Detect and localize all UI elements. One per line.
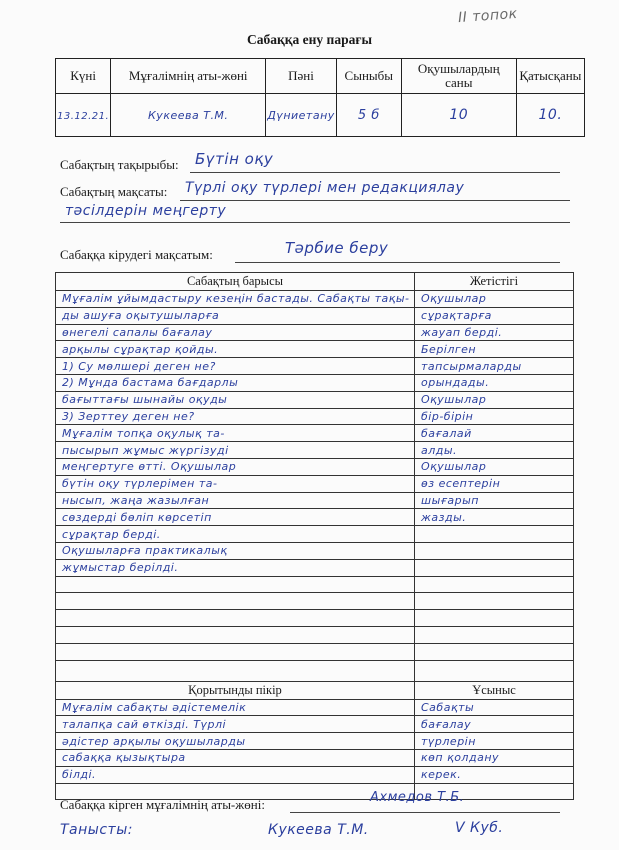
- observer-label: Сабаққа кірген мұғалімнің аты-жөні:: [60, 797, 265, 812]
- progress-line: [56, 408, 415, 425]
- header-teacher: Мұғалімнің аты-жөні: [111, 59, 266, 94]
- cell-date: [56, 94, 111, 137]
- achievement-line-text: жазды.: [421, 510, 467, 524]
- progress-line-text: сұрақтар берді.: [62, 527, 161, 541]
- cell-class: [336, 94, 401, 137]
- progress-line-text: [56, 595, 62, 608]
- suggestion-line-text: түрлерін: [421, 734, 476, 748]
- conclusion-rows: [56, 699, 574, 800]
- progress-line-text: арқылы сұрақтар қойды.: [62, 342, 219, 356]
- progress-line: [56, 307, 415, 324]
- observer-underline: [290, 812, 560, 813]
- progress-line: [56, 492, 415, 509]
- achievement-line: [415, 408, 574, 425]
- suggestion-line: [415, 733, 574, 750]
- suggestion-line: [415, 766, 574, 783]
- signature: V Куб.: [455, 820, 504, 836]
- progress-line: [56, 442, 415, 459]
- achievement-line: [415, 626, 574, 643]
- achievement-line-text: өз есептерін: [421, 477, 501, 491]
- achievement-line: [415, 425, 574, 442]
- progress-line-text: [56, 578, 62, 591]
- progress-line-text: 3) Зерттеу деген не?: [62, 409, 195, 423]
- info-table: [55, 58, 585, 137]
- visit-goal-label: Сабаққа кірудегі мақсатым:: [60, 247, 213, 262]
- attended-value: 10.: [538, 107, 563, 123]
- date-value: 13.12.21.: [57, 111, 110, 122]
- suggestion-line: [415, 699, 574, 716]
- observer-value: Ахмедов Т.Б.: [370, 790, 465, 805]
- progress-rows: [56, 291, 574, 661]
- progress-line: [56, 391, 415, 408]
- header-student-count: Оқушылардың саны: [401, 59, 516, 94]
- achievement-line: [415, 307, 574, 324]
- achievement-line: [415, 643, 574, 660]
- cell-student-count: [401, 94, 516, 137]
- conclusion-line-text: талапқа сай өткізді. Түрлі: [62, 717, 227, 731]
- suggestion-line-text: Сабақты: [421, 700, 475, 714]
- achievement-line: [415, 475, 574, 492]
- progress-line: [56, 559, 415, 576]
- progress-line-text: ды ашуға оқытушыларға: [62, 309, 220, 323]
- achievement-line-text: [415, 645, 421, 658]
- achievement-line-text: [415, 528, 421, 541]
- header-class: Сыныбы: [336, 59, 401, 94]
- corner-note: II топок: [457, 5, 519, 27]
- acquainted-label: Танысты:: [60, 822, 133, 838]
- achievement-line: [415, 442, 574, 459]
- progress-line: [56, 425, 415, 442]
- achievement-line-text: Оқушылар: [421, 292, 487, 306]
- achievement-line-text: тапсырмаларды: [421, 359, 522, 373]
- header-achievement: Жетістігі: [415, 273, 574, 291]
- achievement-line-text: Берілген: [421, 342, 477, 356]
- student-count-value: 10: [449, 107, 469, 123]
- progress-line-text: Мұғалім ұйымдастыру кезеңін бастады. Сабақты тақы-: [62, 292, 410, 306]
- achievement-line-text: Оқушылар: [421, 460, 487, 474]
- conclusion-line-text: [56, 785, 62, 798]
- progress-line-text: Мұғалім топқа оқулық та-: [62, 426, 225, 440]
- goal-line-1: Түрлі оқу түрлері мен редакциялау: [185, 180, 465, 196]
- achievement-line: [415, 492, 574, 509]
- header-conclusion: Қорытынды пікір: [56, 681, 415, 699]
- achievement-line: [415, 391, 574, 408]
- achievement-line: [415, 324, 574, 341]
- achievement-line: [415, 559, 574, 576]
- achievement-line-text: [415, 561, 421, 574]
- conclusion-line-text: әдістер арқылы оқушыларды: [62, 734, 246, 748]
- progress-line: [56, 324, 415, 341]
- progress-line-text: сөздерді бөліп көрсетіп: [62, 510, 212, 524]
- achievement-line: [415, 458, 574, 475]
- topic-label: Сабақтың тақырыбы:: [60, 157, 179, 172]
- achievement-line: [415, 358, 574, 375]
- conclusion-line-text: Мұғалім сабақты әдістемелік: [62, 700, 247, 714]
- achievement-line-text: [415, 578, 421, 591]
- conclusion-line: [56, 733, 415, 750]
- header-progress: Сабақтың барысы: [56, 273, 415, 291]
- achievement-line: [415, 509, 574, 526]
- cell-teacher: [111, 94, 266, 137]
- topic-value: Бүтін оқу: [195, 150, 274, 168]
- spacer-row: [415, 660, 574, 681]
- achievement-line-text: сұрақтарға: [421, 309, 492, 323]
- achievement-line: [415, 526, 574, 543]
- progress-line-text: меңгертуге өтті. Оқушылар: [62, 460, 237, 474]
- suggestion-line: [415, 716, 574, 733]
- progress-line: [56, 509, 415, 526]
- progress-line: [56, 526, 415, 543]
- progress-line-text: бүтін оқу түрлерімен та-: [62, 477, 218, 491]
- progress-line: [56, 576, 415, 593]
- progress-line: [56, 341, 415, 358]
- progress-line: [56, 358, 415, 375]
- achievement-line: [415, 542, 574, 559]
- progress-line: [56, 626, 415, 643]
- conclusion-line-text: сабаққа қызықтыра: [62, 751, 186, 765]
- progress-line-text: [56, 628, 62, 641]
- progress-line: [56, 610, 415, 627]
- progress-line: [56, 475, 415, 492]
- achievement-line-text: бағалай: [421, 426, 472, 440]
- goal-underline-1: [180, 200, 570, 201]
- progress-line-text: Оқушыларға практикалық: [62, 544, 228, 558]
- achievement-line-text: орындады.: [421, 376, 490, 390]
- progress-line: [56, 643, 415, 660]
- suggestion-line: [415, 749, 574, 766]
- achievement-line-text: бір-бірін: [421, 409, 474, 423]
- achievement-line: [415, 374, 574, 391]
- conclusion-line: [56, 749, 415, 766]
- achievement-line-text: [415, 628, 421, 641]
- conclusion-line-text: білді.: [62, 768, 97, 782]
- progress-line-text: 2) Мұнда бастама бағдарлы: [62, 376, 239, 390]
- goal-label: Сабақтың мақсаты:: [60, 184, 168, 199]
- visit-goal-value: Тәрбие беру: [285, 239, 389, 257]
- progress-line-text: 1) Су мөлшері деген не?: [62, 359, 216, 373]
- suggestion-line-text: керек.: [421, 768, 462, 782]
- conclusion-line: [56, 716, 415, 733]
- acquainted-value: Кукеева Т.М.: [268, 822, 369, 838]
- suggestion-line-text: бағалау: [421, 717, 472, 731]
- conclusion-line: [56, 699, 415, 716]
- progress-line-text: [56, 612, 62, 625]
- header-subject: Пәні: [266, 59, 337, 94]
- achievement-line: [415, 593, 574, 610]
- spacer-row: [56, 660, 415, 681]
- subject-value: Дүниетану: [267, 109, 335, 122]
- progress-line: [56, 291, 415, 308]
- achievement-line-text: [415, 612, 421, 625]
- achievement-line-text: [415, 595, 421, 608]
- achievement-line-text: [415, 544, 421, 557]
- progress-line-text: өнегелі сапалы бағалау: [62, 325, 213, 339]
- teacher-value: Кукеева Т.М.: [148, 109, 229, 122]
- achievement-line-text: шығарып: [421, 493, 479, 507]
- achievement-line-text: жауап берді.: [421, 325, 503, 339]
- progress-line: [56, 374, 415, 391]
- header-attended: Қатысқаны: [516, 59, 584, 94]
- achievement-line: [415, 341, 574, 358]
- achievement-line: [415, 610, 574, 627]
- achievement-line: [415, 291, 574, 308]
- header-suggestion: Ұсыныс: [415, 681, 574, 699]
- cell-subject: [266, 94, 337, 137]
- achievement-line-text: алды.: [421, 443, 458, 457]
- goal-line-2: тәсілдерін меңгерту: [65, 203, 227, 219]
- page-title: Сабаққа ену парағы: [246, 32, 373, 47]
- progress-line: [56, 593, 415, 610]
- achievement-line-text: Оқушылар: [421, 393, 487, 407]
- conclusion-line: [56, 766, 415, 783]
- visit-goal-underline: [235, 262, 560, 263]
- lesson-table: [55, 272, 574, 800]
- progress-line-text: бағыттағы шынайы оқуды: [62, 393, 228, 407]
- cell-attended: [516, 94, 584, 137]
- progress-line: [56, 458, 415, 475]
- progress-line-text: нысып, жаңа жазылған: [62, 493, 210, 507]
- topic-underline: [190, 172, 560, 173]
- suggestion-line-text: көп қолдану: [421, 751, 500, 765]
- progress-line-text: пысырып жұмыс жүргізуді: [62, 443, 229, 457]
- goal-underline-2: [60, 222, 570, 223]
- class-value: 5 б: [357, 108, 380, 123]
- achievement-line: [415, 576, 574, 593]
- progress-line: [56, 542, 415, 559]
- progress-line-text: [56, 645, 62, 658]
- progress-line-text: жұмыстар берілді.: [62, 561, 179, 575]
- header-date: Күні: [56, 59, 111, 94]
